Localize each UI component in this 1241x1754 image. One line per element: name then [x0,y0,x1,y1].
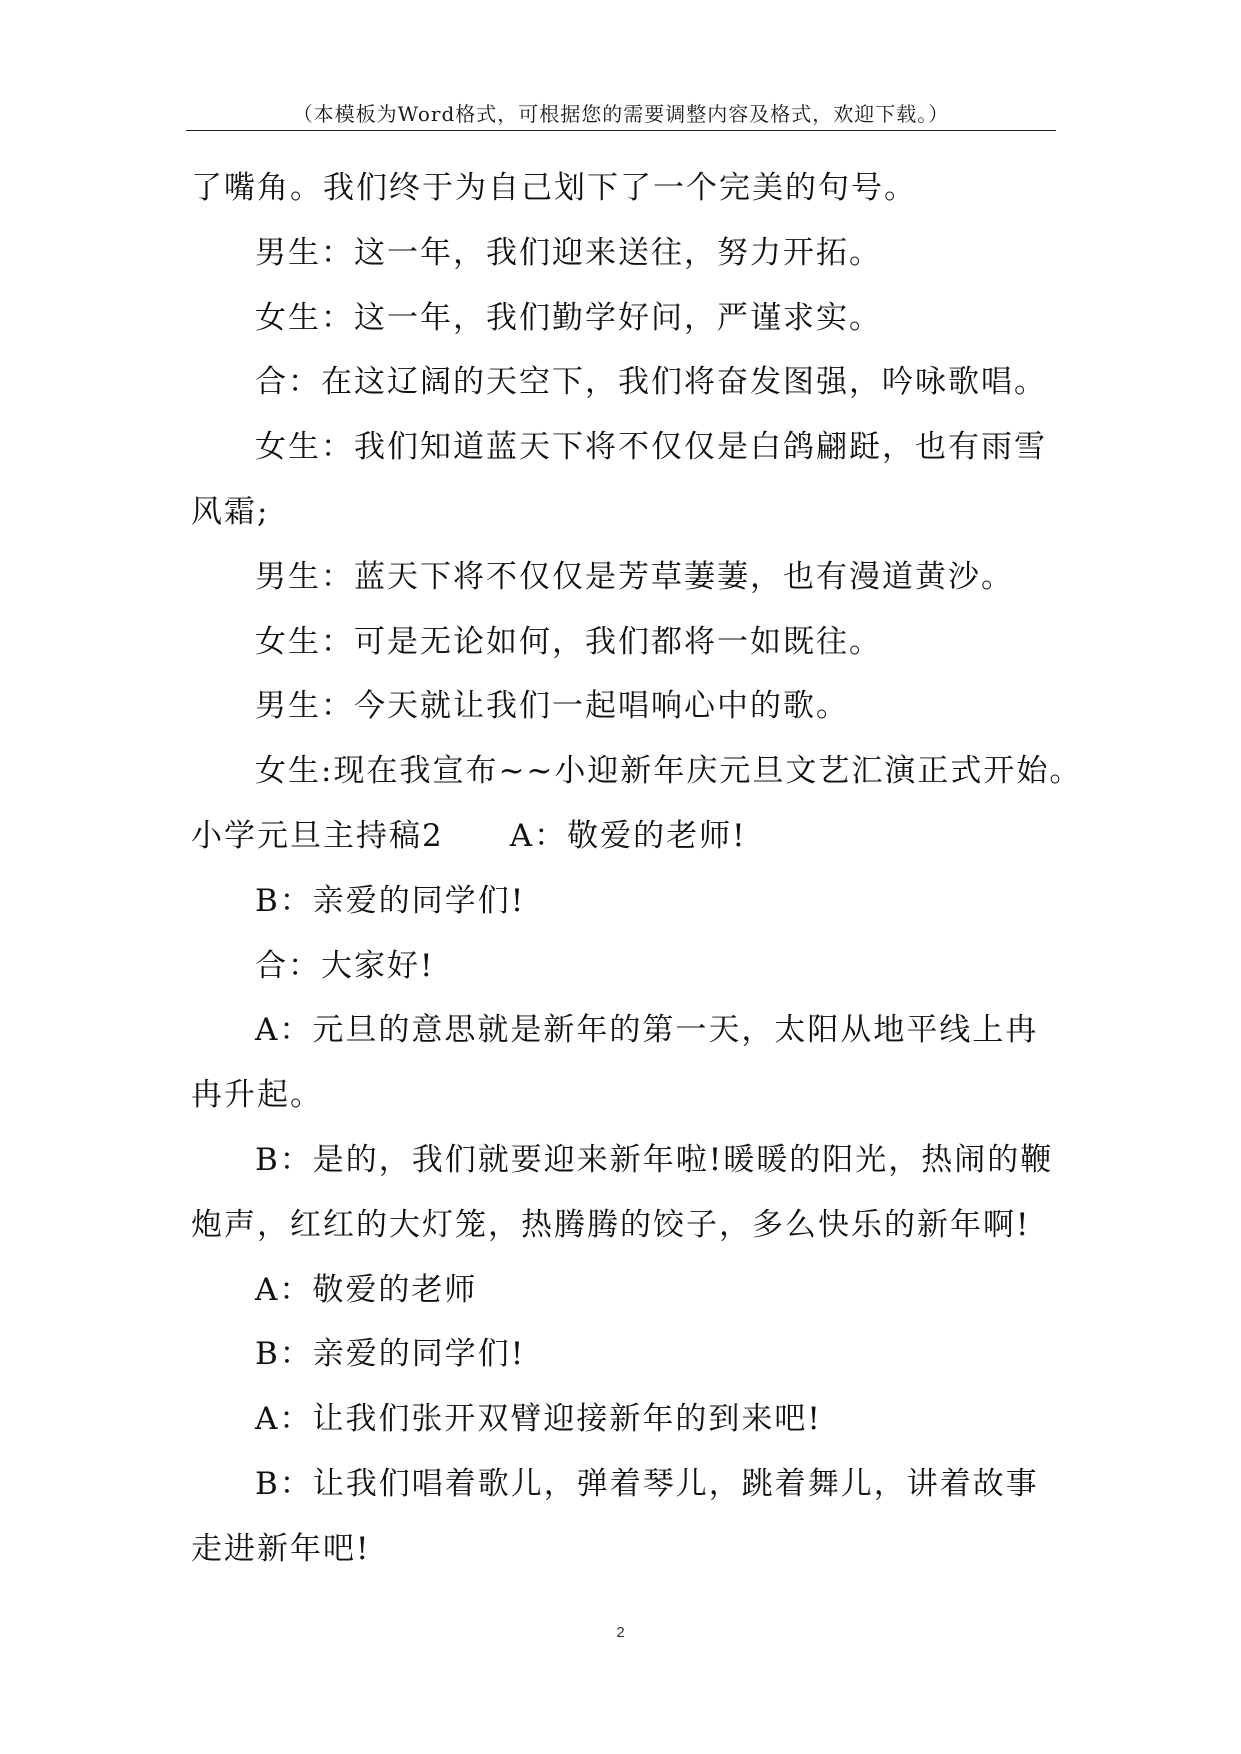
header-divider [186,130,1056,131]
text-line: 炮声，红红的大灯笼，热腾腾的饺子，多么快乐的新年啊! [191,1206,1031,1243]
text-line: 风霜; [191,493,270,530]
text-line: A：让我们张开双臂迎接新年的到来吧! [255,1401,822,1438]
text-line: 小学元旦主持稿2 A：敬爱的老师! [191,817,747,854]
text-line: B：是的，我们就要迎来新年啦!暖暖的阳光，热闹的鞭 [255,1141,1054,1178]
text-line: 女生:现在我宣布~~小迎新年庆元旦文艺汇演正式开始。 [255,753,1083,790]
text-line: 女生：可是无论如何，我们都将一如既往。 [255,623,882,660]
page-number: 2 [616,1624,625,1641]
text-line: B：亲爱的同学们! [255,1336,526,1373]
text-line: 了嘴角。我们终于为自己划下了一个完美的句号。 [191,170,917,206]
text-line: 合：在这辽阔的天空下，我们将奋发图强，吟咏歌唱。 [255,364,1047,401]
text-line: 合：大家好! [255,947,435,984]
text-line: 走进新年吧! [191,1530,371,1567]
text-line: 女生：这一年，我们勤学好问，严谨求实。 [255,299,882,336]
text-line: 男生：今天就让我们一起唱响心中的歌。 [255,688,849,725]
text-line: 女生：我们知道蓝天下将不仅仅是白鸽翩跹，也有雨雪 [255,429,1047,466]
text-line: A：元旦的意思就是新年的第一天，太阳从地平线上冉 [255,1012,1039,1049]
text-line: 男生：蓝天下将不仅仅是芳草萋萋，也有漫道黄沙。 [255,558,1014,595]
text-line: 男生：这一年，我们迎来送往，努力开拓。 [255,234,882,271]
document-body [191,156,1083,1582]
text-line: B：让我们唱着歌儿，弹着琴儿，跳着舞儿，讲着故事 [255,1465,1039,1502]
template-note-header: （本模板为Word格式，可根据您的需要调整内容及格式，欢迎下载。） [292,102,950,126]
text-line: B：亲爱的同学们! [255,882,526,919]
text-line: A：敬爱的老师 [255,1271,478,1308]
text-line: 冉升起。 [191,1077,323,1114]
